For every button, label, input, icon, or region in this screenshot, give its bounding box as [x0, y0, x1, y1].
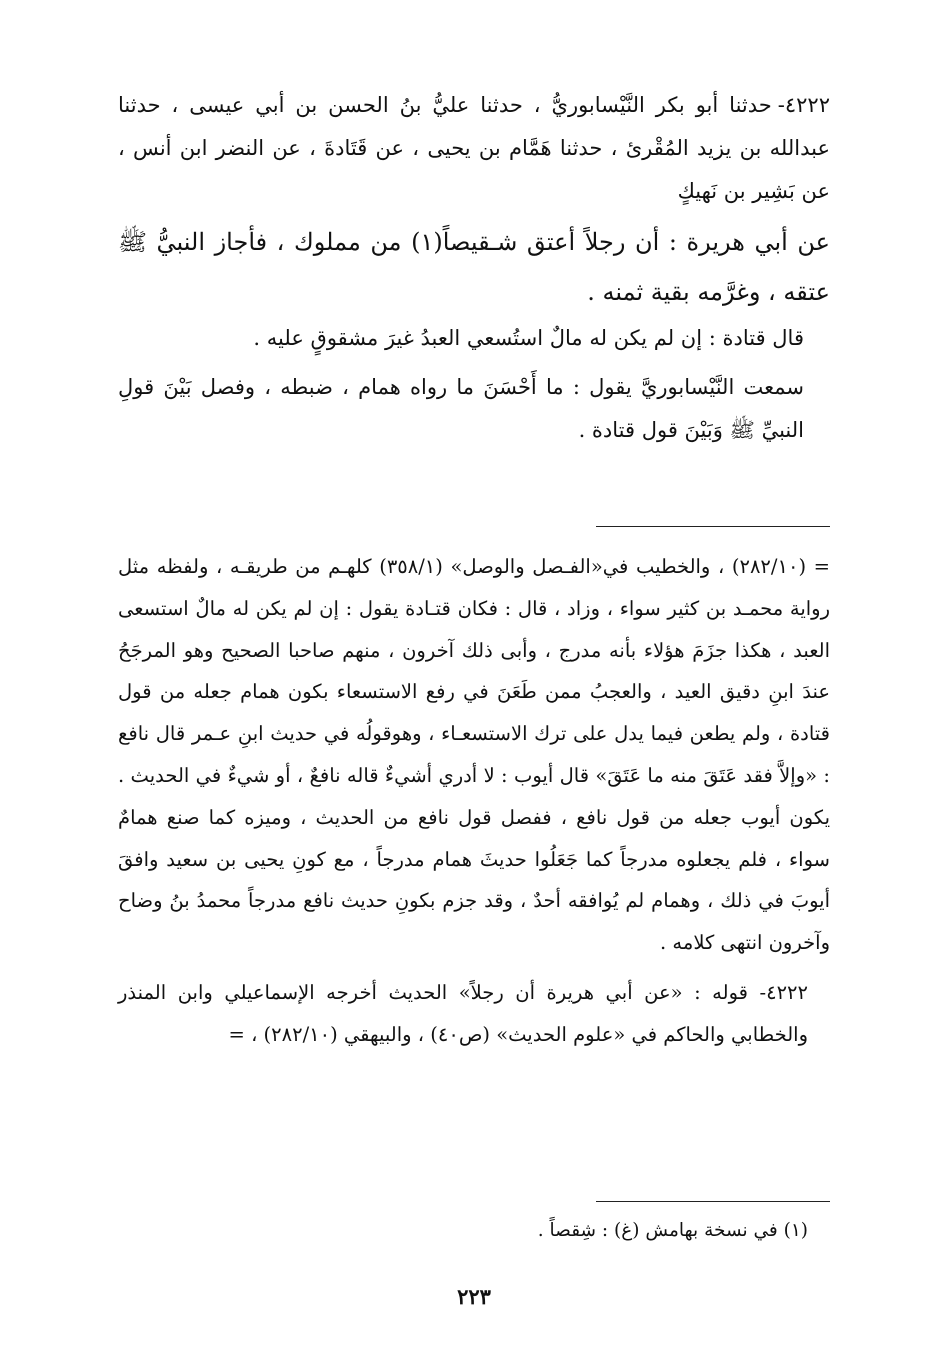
isnad-text: حدثنا أبو بكر النَّيْسابوريُّ ، حدثنا عليُّ بنُ الحسن بن أبي عيسى ، حدثنا عبدالله بن يزيد المُقْرئ ، حدثنا هَمَّام بن يحيى ، عن قَتَادةَ ، عن النضر ابن أنس ، عن بَشِير بن نَهيكٍ [118, 93, 830, 203]
main-separator-line [596, 526, 830, 527]
commentary-paragraph-1: = (٢٨٢/١٠) ، والخطيب في«الفـصل والوصل» (٣٥٨/١) كلهـم من طريقـه ، ولفظه مثل رواية محمـد بن كثير سواء ، وزاد ، قال : فكان قتـادة يقول : إن لم يكن له مالٌ استسعى العبد ، هكذا جزَمَ هؤلاء بأنه مدرج ، وأبى ذلك آخرون ، منهم صاحبا الصحيح وهو المرجَحُ عندَ ابنِ دقيق العيد ، والعجبُ ممن طَعَنَ في رفع الاستسعاء بكون همام جعله من قول قتادة ، ولم يطعن فيما يدل على ترك الاستسعـاء ، وهوقولُه في حديث ابنِ عـمر قال نافع : «وإلاَّ فقد عَتَقَ منه ما عَتَقَ» قال أيوب : لا أدري أشيءٌ قاله نافعٌ ، أو شيءٌ في الحديث . يكون أيوب جعله من قول نافع ، ففصل قول نافع من الحديث ، وميزه كما صنع همامٌ سواء ، فلم يجعلوه مدرجاً كما جَعَلُوا حديثَ همام مدرجاً ، مع كونِ يحيى بن سعيد وافقَ أيوبَ في ذلك ، وهمام لم يُوافقه أحدٌ ، وقد جزم بكونِ حديث نافع مدرجاً محمدُ بنُ وضاح وآخرون انتهى كلامه . [118, 555, 830, 955]
main-text [118, 84, 830, 452]
commentary-text [118, 546, 830, 1056]
naysaburi-statement: سمعت النَّيْسابوريَّ يقول : ما أَحْسَنَ ما رواه همام ، ضبطه ، وفصل بَيْنَ قولِ النبيِّ ﷺ وَبَيْنَ قول قتادة . [118, 375, 804, 442]
footnote-separator-line [596, 1201, 830, 1202]
qatada-statement: قال قتادة : إن لم يكن له مالٌ استُسعي العبدُ غيرَ مشقوقٍ عليه . [253, 326, 804, 350]
hadith-number: ٤٢٢٢- [777, 93, 830, 117]
hadith-matn: عن أبي هريرة : أن رجلاً أعتق شـقيصاً(١) من مملوك ، فأجاز النبيُّ ﷺ عتقه ، وغرَّمه بقية ثمنه . [118, 228, 830, 306]
hadith-isnad [118, 84, 830, 213]
commentary-paragraph-2: ٤٢٢٢- قوله : «عن أبي هريرة أن رجلاً» الحديث أخرجه الإسماعيلي وابن المنذر والخطابي والحاكم في «علوم الحديث» (ص٤٠) ، والبيهقي (٢٨٢/١٠) ، = [118, 980, 808, 1046]
footnote: (١) في نسخة بهامش (غ) : شِقصاً . [537, 1220, 808, 1241]
page-number: ٢٢٣ [457, 1284, 491, 1309]
